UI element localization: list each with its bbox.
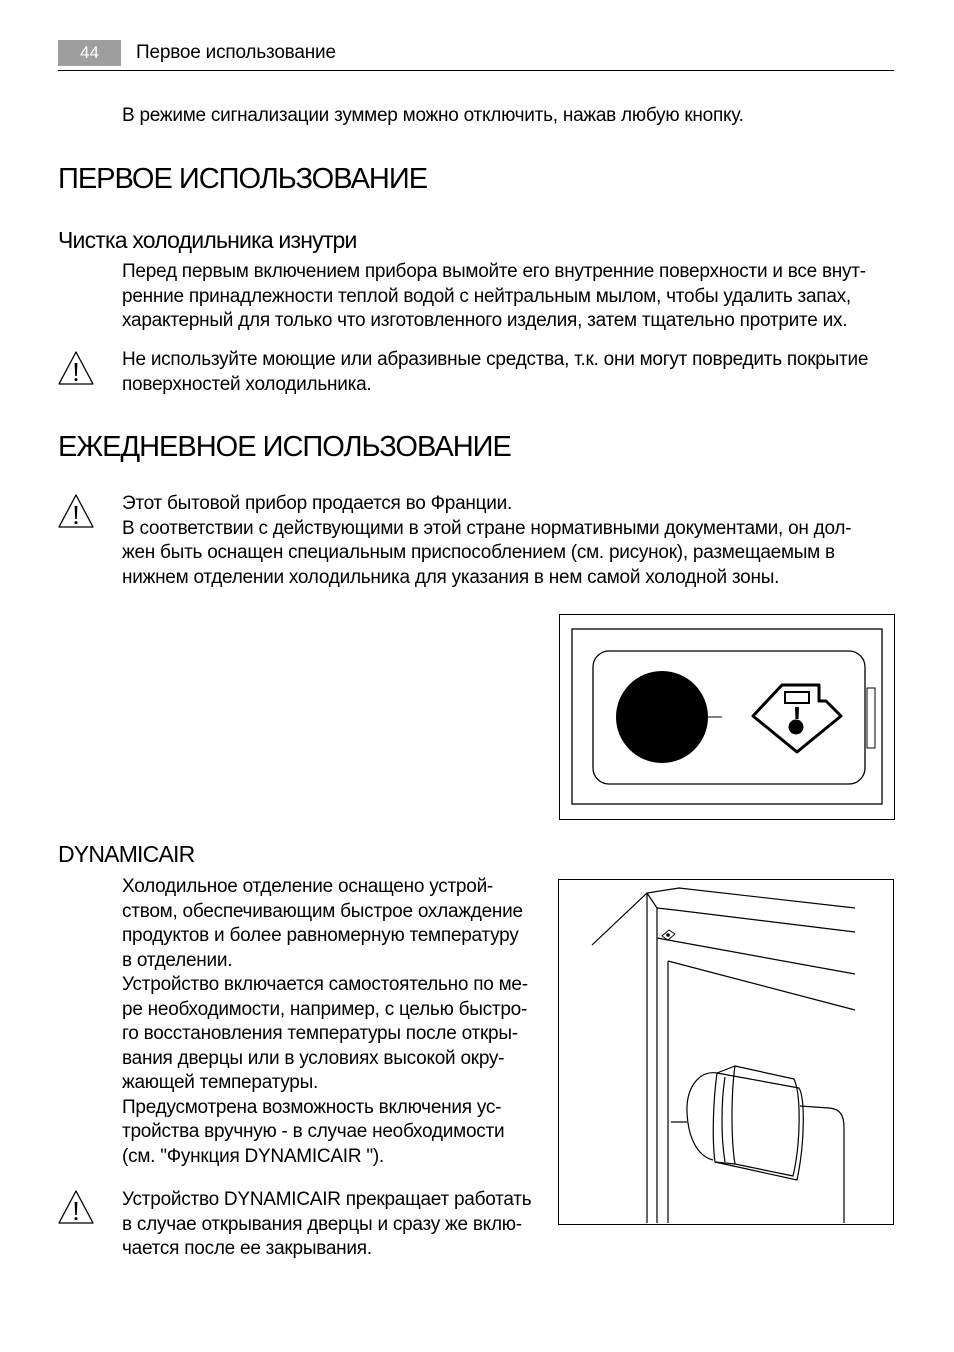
text-line: Этот бытовой прибор продается во Франции. — [122, 493, 513, 514]
text-line: ством, обеспечивающим быстрое охлаждение — [122, 900, 523, 922]
text-line: ренние принадлежности теплой водой с нейтральным мылом, чтобы удалить запах, — [122, 285, 851, 307]
text-line: поверхностей холодильника. — [122, 373, 372, 395]
page-number: 44 — [80, 43, 99, 62]
running-title: Первое использование — [136, 42, 336, 63]
text-line: продуктов и более равномерную температуру — [122, 925, 519, 946]
text-line: (см. "Функция DYNAMICAIR "). — [122, 1145, 384, 1167]
cleaning-paragraph — [122, 260, 866, 334]
warning-triangle-icon — [57, 493, 95, 529]
text-line: вания дверцы или в условиях высокой окру- — [122, 1047, 505, 1069]
warning-triangle-icon — [57, 1189, 95, 1225]
dynamicair-figure — [558, 879, 894, 1225]
text-line: нижнем отделении холодильника для указания в нем самой холодной зоны. — [122, 566, 780, 588]
dynamicair-paragraph — [122, 875, 528, 1169]
indicator-dot — [616, 671, 708, 763]
text-line: характерный для только что изготовленного изделия, затем тщательно протрите их. — [122, 310, 848, 331]
dynamicair-illustration — [559, 880, 892, 1223]
section-title-first-use: ПЕРВОЕ ИСПОЛЬЗОВАНИЕ — [58, 163, 428, 195]
coldest-zone-illustration — [560, 615, 893, 818]
section-title-dynamicair: DYNAMICAIR — [58, 841, 195, 867]
text-line: в случае открывания дверцы и сразу же вклю- — [122, 1213, 522, 1235]
text-line: Устройство DYNAMICAIR прекращает работать — [122, 1189, 532, 1210]
header-rule — [58, 70, 894, 71]
text-line: чается после ее закрывания. — [122, 1238, 372, 1259]
warning-triangle-icon — [57, 350, 95, 386]
cleaning-warning — [122, 348, 868, 397]
text-line: Устройство включается самостоятельно по ме- — [122, 974, 528, 995]
text-line: В соответствии с действующими в этой стране нормативными документами, он дол- — [122, 517, 852, 539]
text-line: тройства вручную - в случае необходимости — [122, 1121, 505, 1142]
text-line: Не используйте моющие или абразивные средства, т.к. они могут повредить покрытие — [122, 349, 869, 370]
intro-text: В режиме сигнализации зуммер можно отключить, нажав любую кнопку. — [122, 105, 744, 126]
text-line: жен быть оснащен специальным приспособлением (см. рисунок), размещаемым в — [122, 542, 835, 563]
text-line: Перед первым включением прибора вымойте его внутренние поверхности и все внут- — [122, 261, 866, 282]
subsection-title-cleaning: Чистка холодильника изнутри — [58, 227, 357, 253]
coldest-zone-figure — [559, 614, 895, 820]
text-line: го восстановления температуры после откры- — [122, 1023, 518, 1044]
text-line: Предусмотрена возможность включения ус- — [122, 1096, 502, 1118]
text-line: Холодильное отделение оснащено устрой- — [122, 876, 494, 897]
text-line: жающей температуры. — [122, 1072, 319, 1093]
dynamicair-warning — [122, 1188, 531, 1262]
section-title-daily-use: ЕЖЕДНЕВНОЕ ИСПОЛЬЗОВАНИЕ — [58, 431, 511, 463]
text-line: в отделении. — [122, 949, 233, 971]
coldest-zone-indicator-icon — [753, 685, 841, 752]
daily-use-warning — [122, 492, 851, 590]
text-line: ре необходимости, например, с целью быстро- — [122, 998, 528, 1020]
